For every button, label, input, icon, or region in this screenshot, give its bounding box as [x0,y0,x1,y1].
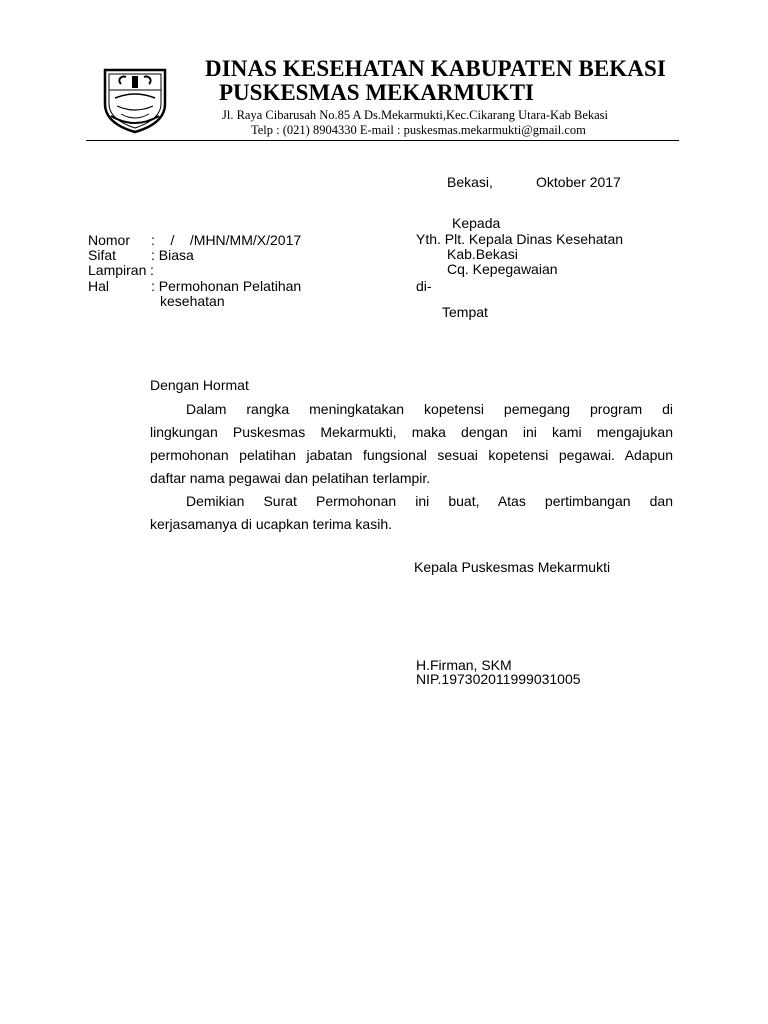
nomor-value: : / /MHN/MM/X/2017 [151,232,302,248]
sifat-label: Sifat [88,247,117,263]
org-address: Jl. Raya Cibarusah No.85 A Ds.Mekarmukti,Kec.Cikarang Utara-Kab Bekasi [222,108,609,122]
signature-name: H.Firman, SKM [416,657,512,673]
body-paragraph-2 [150,490,673,536]
recipient-line-2: Kab.Bekasi [447,246,518,262]
regency-emblem-icon [99,64,171,134]
signature-nip: NIP.197302011999031005 [416,671,581,687]
lampiran-label: Lampiran [88,262,147,278]
date-city: Bekasi, [447,174,493,190]
sifat-value: : Biasa [151,247,194,263]
body-paragraph-1 [150,398,673,490]
date-month-year: Oktober 2017 [536,174,621,190]
recipient-kepada: Kepada [452,215,501,231]
paragraph-1-line-2: lingkungan Puskesmas Mekarmukti, maka dengan ini kami mengajukan [150,424,673,440]
paragraph-1-line-4: daftar nama pegawai dan pelatihan terlampir. [150,470,431,486]
org-contact: Telp : (021) 8904330 E-mail : puskesmas.mekarmukti@gmail.com [251,123,586,137]
lampiran-value: : [150,262,154,278]
recipient-line-4: di- [416,278,432,294]
paragraph-1-line-3: permohonan pelatihan jabatan fungsional sesuai kopetensi pegawai. Adapun [150,447,673,463]
greeting: Dengan Hormat [150,377,249,393]
nomor-label: Nomor [88,232,131,248]
hal-value-line-2: kesehatan [160,293,225,309]
recipient-line-5: Tempat [442,304,488,320]
recipient-line-3: Cq. Kepegawaian [447,261,558,277]
paragraph-2-line-2: kerjasamanya di ucapkan terima kasih. [150,516,393,532]
hal-label: Hal [88,278,110,294]
org-title-line-2: PUSKESMAS MEKARMUKTI [219,80,534,105]
recipient-line-1: Yth. Plt. Kepala Dinas Kesehatan [416,231,624,247]
paragraph-1-line-1: Dalam rangka meningkatakan kopetensi pemegang program di [186,401,673,417]
letterhead-divider [86,140,679,141]
signature-title: Kepala Puskesmas Mekarmukti [414,559,611,575]
org-title-line-1: DINAS KESEHATAN KABUPATEN BEKASI [205,56,666,81]
paragraph-2-line-1: Demikian Surat Permohonan ini buat, Atas pertimbangan dan [186,493,673,509]
hal-value-line-1: : Permohonan Pelatihan [151,278,302,294]
